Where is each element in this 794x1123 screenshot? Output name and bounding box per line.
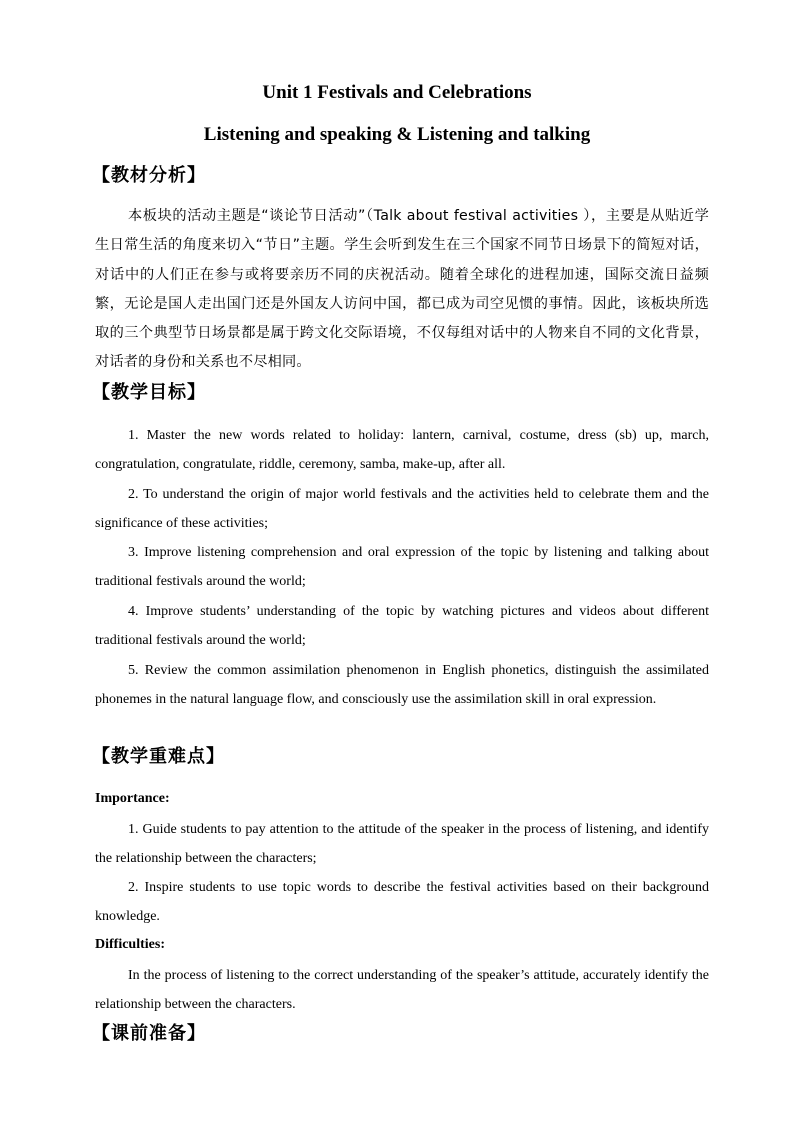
- objective-item-3: 3. Improve listening comprehension and oral expression of the topic by listening and talking about traditional festivals around the world;: [95, 545, 709, 590]
- section-heading-teaching-objectives: 【教学目标】: [92, 382, 206, 403]
- section-heading-key-points: 【教学重难点】: [92, 746, 225, 767]
- difficulties-label: Difficulties:: [95, 937, 165, 952]
- document-subtitle: Listening and speaking & Listening and talking: [203, 124, 591, 145]
- section-heading-preparation: 【课前准备】: [92, 1023, 206, 1044]
- objective-item-1: 1. Master the new words related to holiday: lantern, carnival, costume, dress (sb) up, march, congratulation, congratulate, riddle, ceremony, samba, make-up, after all.: [95, 428, 709, 473]
- objective-item-4: 4. Improve students’ understanding of the topic by watching pictures and videos about different traditional festivals around the world;: [95, 604, 709, 649]
- objective-item-2: 2. To understand the origin of major world festivals and the activities held to celebrate them and the significance of these activities;: [95, 487, 709, 532]
- importance-item-2: 2. Inspire students to use topic words to describe the festival activities based on their background knowledge.: [95, 880, 709, 925]
- difficulties-paragraph: In the process of listening to the correct understanding of the speaker’s attitude, accurately identify the relationship between the characters.: [95, 968, 709, 1013]
- section-heading-material-analysis: 【教材分析】: [92, 165, 206, 186]
- importance-item-1: 1. Guide students to pay attention to the attitude of the speaker in the process of listening, and identify the relationship between the characters;: [95, 822, 709, 867]
- material-analysis-paragraph: 本板块的活动主题是“谈论节日活动”（Talk about festival activities ），主要是从贴近学生日常生活的角度来切入“节日”主题。学生会听到发生在三个国家不同节日场景下的简短对话，对话中的人们正在参与或将要亲历不同的庆祝活动。随着全球化的进程加速，国际交流日益频繁，无论是国人走出国门还是外国友人访问中国，都已成为司空见惯的事情。因此，该板块所选取的三个典型节日场景都是属于跨文化交际语境，不仅每组对话中的人物来自不同的文化背景，对话者的身份和关系也不尽相同。: [95, 208, 709, 371]
- objective-item-5: 5. Review the common assimilation phenomenon in English phonetics, distinguish the assimilated phonemes in the natural language flow, and consciously use the assimilation skill in oral expression.: [95, 663, 709, 708]
- importance-label: Importance:: [95, 791, 170, 806]
- document-title: Unit 1 Festivals and Celebrations: [262, 82, 532, 103]
